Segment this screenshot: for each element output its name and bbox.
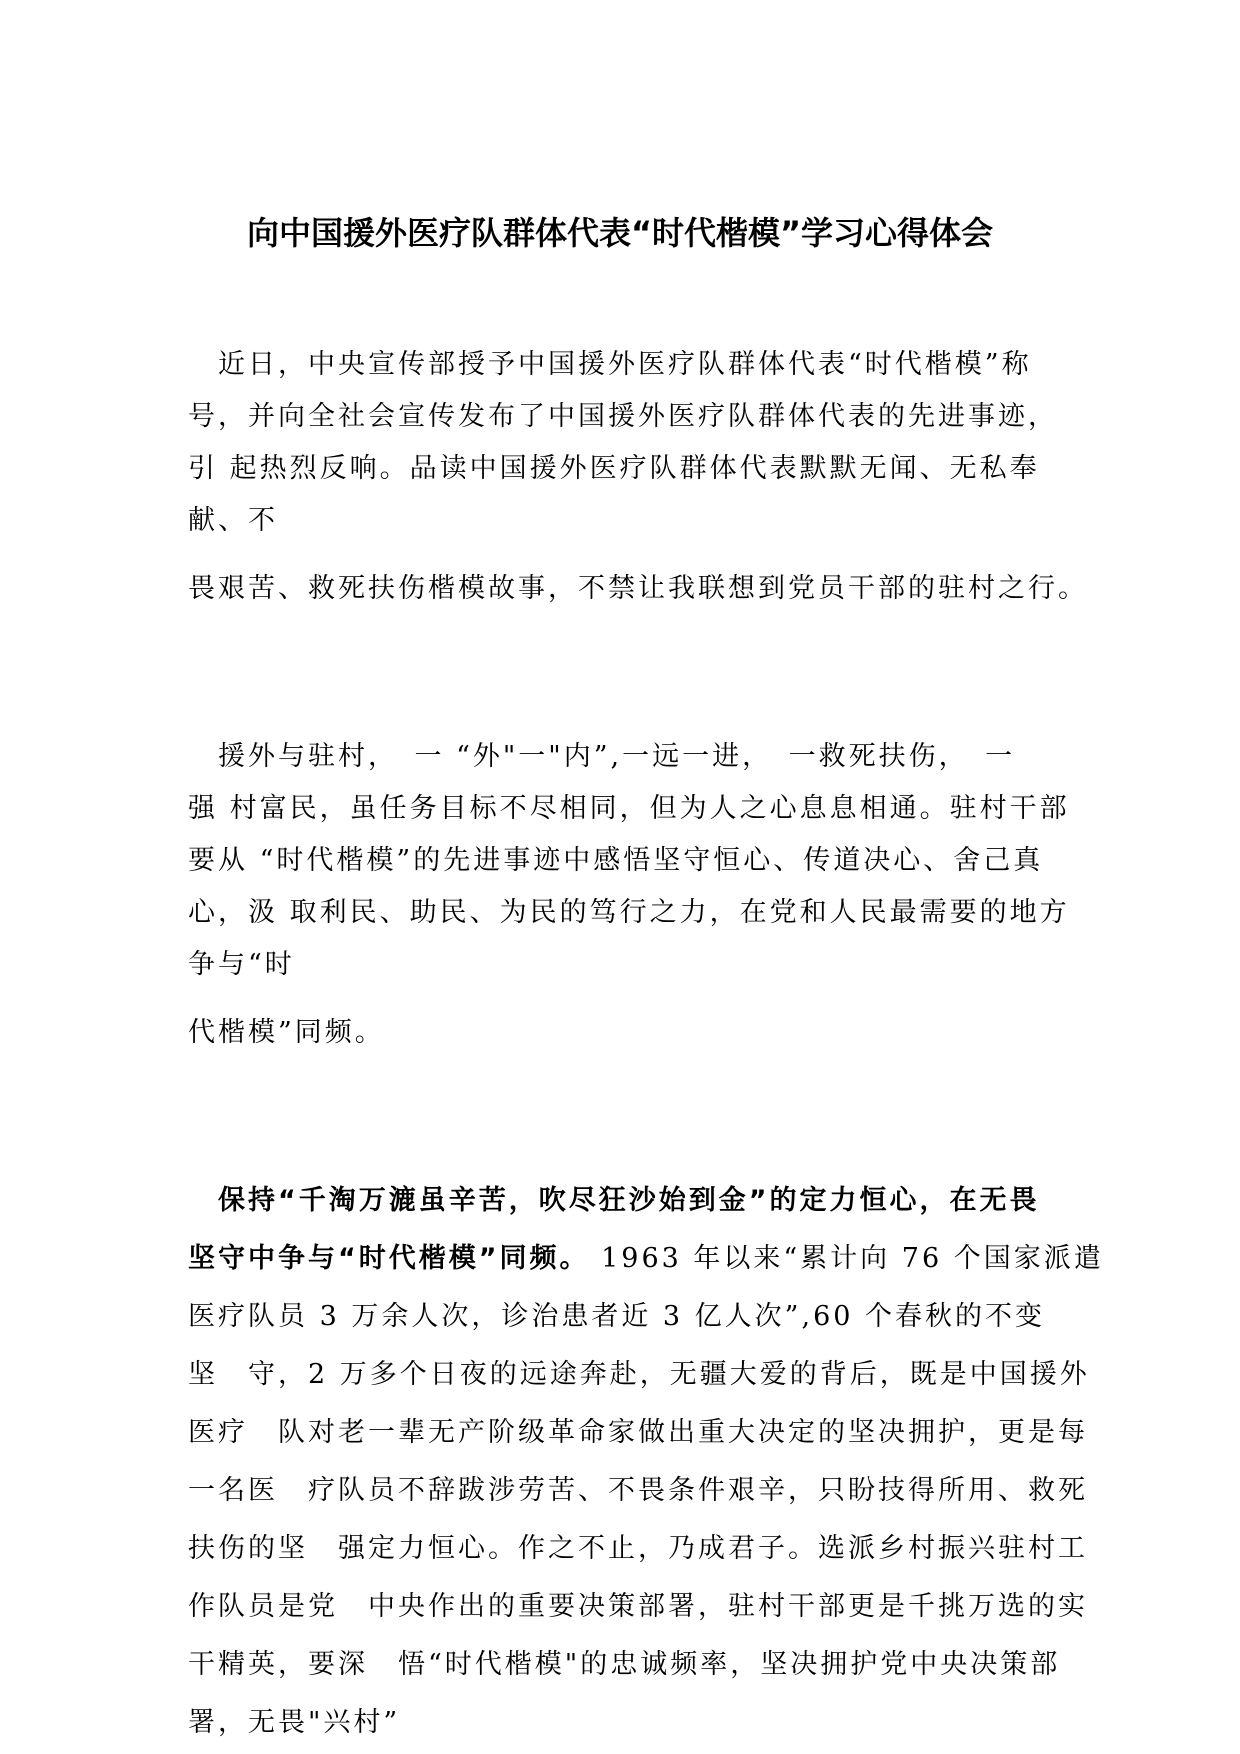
bold-heading-line: 保持“千淘万漉虽辛苦，吹尽狂沙始到金”的定力恒心，在无畏: [188, 1185, 1040, 1216]
text-line: 号，并向全社会宣传发布了中国援外医疗队群体代表的先进事迹，: [188, 401, 1058, 432]
text-line: 强 村富民，虽任务目标不尽相同，但为人之心息息相通。驻村干部: [188, 793, 1070, 824]
text-line: 一名医 疗队员不辞跋涉劳苦、不畏条件艰辛，只盼技得所用、救死: [188, 1475, 1088, 1506]
text-line: 代楷模”同频。: [188, 1017, 385, 1048]
text-line: 要从 “时代楷模”的先进事迹中感悟坚守恒心、传道决心、舍己真: [188, 845, 1044, 876]
text-line: 署，无畏"兴村”: [188, 1707, 401, 1738]
text-line: 心，汲 取利民、助民、为民的笃行之力，在党和人民最需要的地方: [188, 897, 1070, 928]
text-line: 近日，中央宣传部授予中国援外医疗队群体代表“时代楷模”称: [188, 349, 1032, 380]
text-span: 1963 年以来“累计向 76 个国家派遣: [589, 1243, 1104, 1274]
text-line: 援外与驻村， 一 “外"一"内”,一远一进， 一救死扶伤， 一: [188, 741, 1016, 772]
text-line: 引 起热烈反响。品读中国援外医疗队群体代表默默无闻、无私奉: [188, 453, 1040, 484]
text-line: 医疗 队对老一辈无产阶级革命家做出重大决定的坚决拥护，更是每: [188, 1417, 1088, 1448]
text-line: [188, 1236, 1104, 1275]
text-line: 扶伤的坚 强定力恒心。作之不止，乃成君子。选派乡村振兴驻村工: [188, 1533, 1088, 1564]
document-title: 向中国援外医疗队群体代表“时代楷模”学习心得体会: [246, 214, 994, 252]
bold-heading-line: 坚守中争与“时代楷模”同频。: [188, 1243, 590, 1274]
text-line: 医疗队员 3 万余人次，诊治患者近 3 亿人次”,60 个春秋的不变: [188, 1301, 1046, 1332]
text-line: 献、不: [188, 505, 278, 536]
text-line: 畏艰苦、救死扶伤楷模故事，不禁让我联想到党员干部的驻村之行。: [188, 573, 1088, 604]
text-line: 争与“时: [188, 949, 295, 980]
text-line: 坚 守，2 万多个日夜的远途奔赴，无疆大爱的背后，既是中国援外: [188, 1359, 1090, 1390]
text-line: 作队员是党 中央作出的重要决策部署，驻村干部更是千挑万选的实: [188, 1591, 1088, 1622]
text-line: 干精英，要深 悟“时代楷模"的忠诚频率，坚决拥护党中央决策部: [188, 1649, 1061, 1680]
